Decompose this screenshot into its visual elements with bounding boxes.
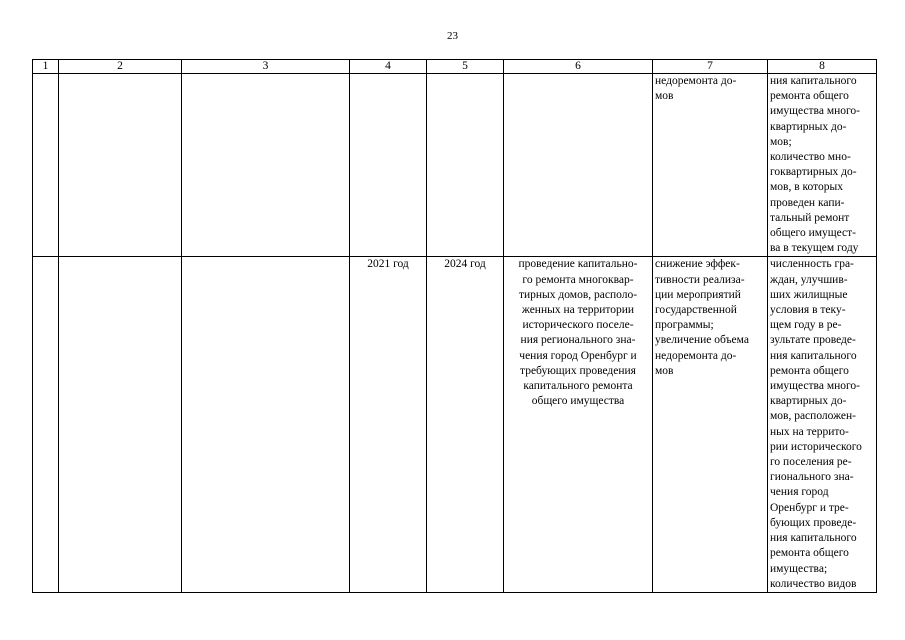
header-cell-4: 4 — [350, 60, 427, 74]
row2-col3 — [182, 257, 350, 592]
header-cell-1: 1 — [33, 60, 59, 74]
header-cell-7: 7 — [653, 60, 768, 74]
row2-end-year: 2024 год — [427, 257, 504, 592]
table-row — [33, 257, 877, 592]
row1-col8: ния капитального ремонта общего имущества много- квартирных до- мов; количество мно- гоквартирных до- мов, в которых проведен капи- тальный ремонт общего имущест- ва в текущем году — [768, 74, 877, 257]
row1-col3 — [182, 74, 350, 257]
header-cell-8: 8 — [768, 60, 877, 74]
header-cell-5: 5 — [427, 60, 504, 74]
row2-col1 — [33, 257, 59, 592]
row1-col5 — [427, 74, 504, 257]
header-cell-6: 6 — [504, 60, 653, 74]
row2-col2 — [59, 257, 182, 592]
page-number: 23 — [447, 30, 458, 42]
header-cell-3: 3 — [182, 60, 350, 74]
row2-indicators: численность гра- ждан, улучшив- ших жилищные условия в теку- щем году в ре- зультате проведе- ния капитального ремонта общего имущества много- квартирных до- мов, расположен- ных на террито- рии исторического го поселения ре- гионального зна- чения город Оренбург и тре- бующих проведе- ния капитального ремонта общего имущества; количество видов — [768, 257, 877, 592]
row2-start-year: 2021 год — [350, 257, 427, 592]
row2-consequences: снижение эффек- тивности реализа- ции мероприятий государственной программы; увеличение объема недоремонта до- мов — [653, 257, 768, 592]
program-table — [32, 59, 877, 593]
table-row — [33, 74, 877, 257]
row1-col4 — [350, 74, 427, 257]
row1-col6 — [504, 74, 653, 257]
row1-col2 — [59, 74, 182, 257]
table-header-row — [33, 60, 877, 74]
header-cell-2: 2 — [59, 60, 182, 74]
row1-col7: недоремонта до- мов — [653, 74, 768, 257]
row2-measure-description: проведение капитально- го ремонта многоквар- тирных домов, располо- женных на территории исторического поселе- ния регионального зна- чения город Оренбург и требующих проведения капитального ремонта общего имущества — [504, 257, 653, 592]
row1-col1 — [33, 74, 59, 257]
